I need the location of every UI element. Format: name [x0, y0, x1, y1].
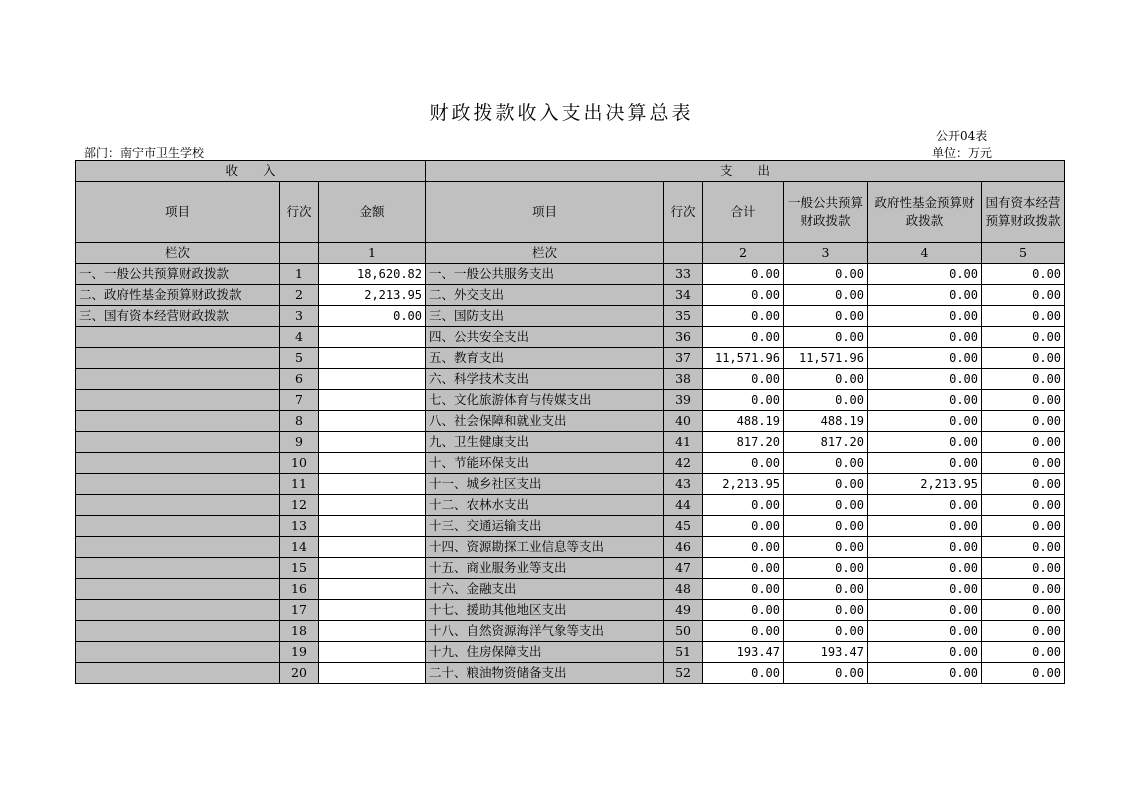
general-budget-cell: 0.00 [784, 327, 868, 348]
income-item-cell [76, 558, 280, 579]
income-amount-cell [319, 390, 426, 411]
total-cell: 0.00 [703, 558, 784, 579]
fund-budget-cell: 0.00 [868, 264, 982, 285]
general-budget-cell: 0.00 [784, 663, 868, 684]
income-item-cell [76, 411, 280, 432]
expense-row-no-cell: 45 [664, 516, 703, 537]
state-capital-cell: 0.00 [982, 306, 1065, 327]
income-amount-cell [319, 327, 426, 348]
expense-row-no-cell: 49 [664, 600, 703, 621]
income-row-no-cell: 19 [280, 642, 319, 663]
income-item-cell: 二、政府性基金预算财政拨款 [76, 285, 280, 306]
expense-item-cell: 十三、交通运输支出 [426, 516, 664, 537]
expense-item-cell: 九、卫生健康支出 [426, 432, 664, 453]
expense-row-no-cell: 35 [664, 306, 703, 327]
state-capital-cell: 0.00 [982, 327, 1065, 348]
income-row-no-cell: 16 [280, 579, 319, 600]
total-header: 合计 [703, 182, 784, 243]
expense-item-cell: 二十、粮油物资储备支出 [426, 663, 664, 684]
income-item-cell [76, 516, 280, 537]
expense-item-cell: 十八、自然资源海洋气象等支出 [426, 621, 664, 642]
income-amount-cell [319, 516, 426, 537]
table-row [76, 642, 1065, 663]
general-budget-cell: 0.00 [784, 306, 868, 327]
income-row-no-cell: 8 [280, 411, 319, 432]
general-budget-cell: 0.00 [784, 453, 868, 474]
income-row-no-header: 行次 [280, 182, 319, 243]
income-amount-cell [319, 474, 426, 495]
income-col-blank [280, 243, 319, 264]
income-amount-cell [319, 348, 426, 369]
form-number: 公开04表 [936, 129, 988, 143]
fund-budget-cell: 0.00 [868, 369, 982, 390]
general-budget-header: 一般公共预算财政拨款 [784, 182, 868, 243]
state-capital-cell: 0.00 [982, 663, 1065, 684]
fund-budget-cell: 0.00 [868, 516, 982, 537]
income-item-cell [76, 369, 280, 390]
state-capital-cell: 0.00 [982, 453, 1065, 474]
income-amount-cell: 0.00 [319, 306, 426, 327]
table-row [76, 621, 1065, 642]
state-capital-cell: 0.00 [982, 285, 1065, 306]
expense-item-cell: 十四、资源勘探工业信息等支出 [426, 537, 664, 558]
table-row [76, 663, 1065, 684]
general-budget-cell: 0.00 [784, 537, 868, 558]
general-budget-cell: 0.00 [784, 579, 868, 600]
state-capital-cell: 0.00 [982, 537, 1065, 558]
total-cell: 0.00 [703, 264, 784, 285]
expense-row-no-cell: 48 [664, 579, 703, 600]
expense-item-cell: 十九、住房保障支出 [426, 642, 664, 663]
income-item-cell [76, 453, 280, 474]
income-item-cell: 一、一般公共预算财政拨款 [76, 264, 280, 285]
income-row-no-cell: 14 [280, 537, 319, 558]
fund-budget-cell: 0.00 [868, 348, 982, 369]
general-budget-cell: 0.00 [784, 390, 868, 411]
expense-item-cell: 五、教育支出 [426, 348, 664, 369]
state-capital-cell: 0.00 [982, 390, 1065, 411]
fund-budget-cell: 0.00 [868, 663, 982, 684]
income-row-no-cell: 1 [280, 264, 319, 285]
expense-item-header: 项目 [426, 182, 664, 243]
state-capital-cell: 0.00 [982, 600, 1065, 621]
expense-row-no-cell: 43 [664, 474, 703, 495]
income-row-no-cell: 18 [280, 621, 319, 642]
income-row-no-cell: 9 [280, 432, 319, 453]
unit-label: 单位：万元 [932, 146, 993, 160]
expense-item-cell: 十七、援助其他地区支出 [426, 600, 664, 621]
income-row-no-cell: 17 [280, 600, 319, 621]
general-budget-cell: 0.00 [784, 558, 868, 579]
income-item-cell [76, 327, 280, 348]
total-cell: 0.00 [703, 285, 784, 306]
income-amount-cell [319, 432, 426, 453]
table-row [76, 264, 1065, 285]
state-capital-cell: 0.00 [982, 516, 1065, 537]
income-item-cell [76, 642, 280, 663]
fund-budget-header: 政府性基金预算财政拨款 [868, 182, 982, 243]
income-amount-header: 金额 [319, 182, 426, 243]
expense-row-no-cell: 37 [664, 348, 703, 369]
general-budget-cell: 11,571.96 [784, 348, 868, 369]
fund-budget-cell: 0.00 [868, 306, 982, 327]
general-budget-cell: 0.00 [784, 495, 868, 516]
total-cell: 0.00 [703, 621, 784, 642]
income-item-cell: 三、国有资本经营财政拨款 [76, 306, 280, 327]
income-item-cell [76, 663, 280, 684]
expense-row-no-header: 行次 [664, 182, 703, 243]
fund-budget-cell: 0.00 [868, 558, 982, 579]
total-cell: 0.00 [703, 579, 784, 600]
total-cell: 11,571.96 [703, 348, 784, 369]
expense-row-no-cell: 34 [664, 285, 703, 306]
expense-row-no-cell: 52 [664, 663, 703, 684]
expense-item-cell: 十二、农林水支出 [426, 495, 664, 516]
table-row [76, 495, 1065, 516]
table-row [76, 390, 1065, 411]
table-row [76, 453, 1065, 474]
expense-row-no-cell: 36 [664, 327, 703, 348]
section-header-row [76, 161, 1065, 182]
table-row [76, 474, 1065, 495]
fund-budget-cell: 0.00 [868, 327, 982, 348]
state-capital-cell: 0.00 [982, 495, 1065, 516]
income-amount-cell [319, 369, 426, 390]
fund-budget-cell: 0.00 [868, 642, 982, 663]
table-row [76, 369, 1065, 390]
income-row-no-cell: 11 [280, 474, 319, 495]
expense-row-no-cell: 42 [664, 453, 703, 474]
income-amount-cell [319, 537, 426, 558]
total-cell: 2,213.95 [703, 474, 784, 495]
table-row [76, 432, 1065, 453]
expense-row-no-cell: 50 [664, 621, 703, 642]
general-budget-cell: 0.00 [784, 621, 868, 642]
general-budget-cell: 0.00 [784, 600, 868, 621]
total-cell: 488.19 [703, 411, 784, 432]
report-table [75, 160, 1065, 684]
table-row [76, 306, 1065, 327]
income-row-no-cell: 20 [280, 663, 319, 684]
income-row-no-cell: 15 [280, 558, 319, 579]
state-capital-cell: 0.00 [982, 558, 1065, 579]
expense-item-cell: 一、一般公共服务支出 [426, 264, 664, 285]
page-title: 财政拨款收入支出决算总表 [429, 102, 694, 124]
income-amount-cell [319, 663, 426, 684]
total-cell: 0.00 [703, 663, 784, 684]
income-row-no-cell: 3 [280, 306, 319, 327]
income-item-cell [76, 537, 280, 558]
income-item-cell [76, 600, 280, 621]
income-row-no-cell: 6 [280, 369, 319, 390]
income-row-no-cell: 12 [280, 495, 319, 516]
column-header-row [76, 182, 1065, 243]
fund-budget-cell: 0.00 [868, 600, 982, 621]
income-amount-cell [319, 558, 426, 579]
income-amount-cell [319, 621, 426, 642]
expense-item-cell: 三、国防支出 [426, 306, 664, 327]
expense-row-no-cell: 44 [664, 495, 703, 516]
income-amount-cell [319, 600, 426, 621]
expense-section-header: 支 出 [426, 161, 1065, 182]
expense-row-no-cell: 40 [664, 411, 703, 432]
expense-item-cell: 十六、金融支出 [426, 579, 664, 600]
fund-budget-cell: 0.00 [868, 285, 982, 306]
state-capital-cell: 0.00 [982, 348, 1065, 369]
expense-col-label: 栏次 [426, 243, 664, 264]
expense-row-no-cell: 33 [664, 264, 703, 285]
table-row [76, 285, 1065, 306]
table-row [76, 411, 1065, 432]
income-amount-cell [319, 453, 426, 474]
income-item-cell [76, 579, 280, 600]
expense-col-2: 2 [703, 243, 784, 264]
general-budget-cell: 193.47 [784, 642, 868, 663]
total-cell: 193.47 [703, 642, 784, 663]
expense-item-cell: 二、外交支出 [426, 285, 664, 306]
fund-budget-cell: 0.00 [868, 453, 982, 474]
fund-budget-cell: 0.00 [868, 495, 982, 516]
state-capital-cell: 0.00 [982, 411, 1065, 432]
income-section-header: 收 入 [76, 161, 426, 182]
table-row [76, 558, 1065, 579]
total-cell: 817.20 [703, 432, 784, 453]
general-budget-cell: 0.00 [784, 264, 868, 285]
table-row [76, 516, 1065, 537]
income-item-cell [76, 348, 280, 369]
income-item-cell [76, 474, 280, 495]
general-budget-cell: 0.00 [784, 516, 868, 537]
state-capital-cell: 0.00 [982, 432, 1065, 453]
general-budget-cell: 0.00 [784, 369, 868, 390]
total-cell: 0.00 [703, 453, 784, 474]
expense-item-cell: 四、公共安全支出 [426, 327, 664, 348]
expense-row-no-cell: 38 [664, 369, 703, 390]
income-row-no-cell: 10 [280, 453, 319, 474]
expense-row-no-cell: 46 [664, 537, 703, 558]
state-capital-cell: 0.00 [982, 579, 1065, 600]
table-row [76, 348, 1065, 369]
expense-row-no-cell: 39 [664, 390, 703, 411]
total-cell: 0.00 [703, 327, 784, 348]
state-capital-cell: 0.00 [982, 642, 1065, 663]
state-capital-cell: 0.00 [982, 474, 1065, 495]
fund-budget-cell: 0.00 [868, 390, 982, 411]
expense-col-5: 5 [982, 243, 1065, 264]
total-cell: 0.00 [703, 537, 784, 558]
income-item-cell [76, 432, 280, 453]
fund-budget-cell: 2,213.95 [868, 474, 982, 495]
fund-budget-cell: 0.00 [868, 411, 982, 432]
state-capital-cell: 0.00 [982, 621, 1065, 642]
table-row [76, 600, 1065, 621]
income-col-label: 栏次 [76, 243, 280, 264]
income-amount-cell [319, 642, 426, 663]
expense-item-cell: 七、文化旅游体育与传媒支出 [426, 390, 664, 411]
general-budget-cell: 0.00 [784, 285, 868, 306]
income-amount-cell [319, 579, 426, 600]
expense-item-cell: 十一、城乡社区支出 [426, 474, 664, 495]
total-cell: 0.00 [703, 306, 784, 327]
general-budget-cell: 817.20 [784, 432, 868, 453]
income-row-no-cell: 4 [280, 327, 319, 348]
income-amount-cell [319, 411, 426, 432]
expense-item-cell: 八、社会保障和就业支出 [426, 411, 664, 432]
total-cell: 0.00 [703, 600, 784, 621]
expense-item-cell: 六、科学技术支出 [426, 369, 664, 390]
column-index-row [76, 243, 1065, 264]
expense-col-4: 4 [868, 243, 982, 264]
expense-row-no-cell: 41 [664, 432, 703, 453]
income-row-no-cell: 13 [280, 516, 319, 537]
general-budget-cell: 488.19 [784, 411, 868, 432]
state-capital-cell: 0.00 [982, 264, 1065, 285]
income-amount-cell [319, 495, 426, 516]
total-cell: 0.00 [703, 516, 784, 537]
expense-row-no-cell: 51 [664, 642, 703, 663]
state-capital-header: 国有资本经营预算财政拨款 [982, 182, 1065, 243]
total-cell: 0.00 [703, 369, 784, 390]
income-item-cell [76, 390, 280, 411]
table-row [76, 327, 1065, 348]
general-budget-cell: 0.00 [784, 474, 868, 495]
income-row-no-cell: 2 [280, 285, 319, 306]
income-row-no-cell: 5 [280, 348, 319, 369]
expense-item-cell: 十五、商业服务业等支出 [426, 558, 664, 579]
total-cell: 0.00 [703, 390, 784, 411]
income-item-cell [76, 621, 280, 642]
income-amount-cell: 18,620.82 [319, 264, 426, 285]
fund-budget-cell: 0.00 [868, 621, 982, 642]
fund-budget-cell: 0.00 [868, 579, 982, 600]
table-row [76, 537, 1065, 558]
state-capital-cell: 0.00 [982, 369, 1065, 390]
expense-col-blank [664, 243, 703, 264]
total-cell: 0.00 [703, 495, 784, 516]
expense-col-3: 3 [784, 243, 868, 264]
department-label: 部门：南宁市卫生学校 [84, 146, 205, 160]
fund-budget-cell: 0.00 [868, 432, 982, 453]
income-col-1: 1 [319, 243, 426, 264]
expense-row-no-cell: 47 [664, 558, 703, 579]
expense-item-cell: 十、节能环保支出 [426, 453, 664, 474]
income-amount-cell: 2,213.95 [319, 285, 426, 306]
income-item-cell [76, 495, 280, 516]
table-row [76, 579, 1065, 600]
fund-budget-cell: 0.00 [868, 537, 982, 558]
income-item-header: 项目 [76, 182, 280, 243]
income-row-no-cell: 7 [280, 390, 319, 411]
